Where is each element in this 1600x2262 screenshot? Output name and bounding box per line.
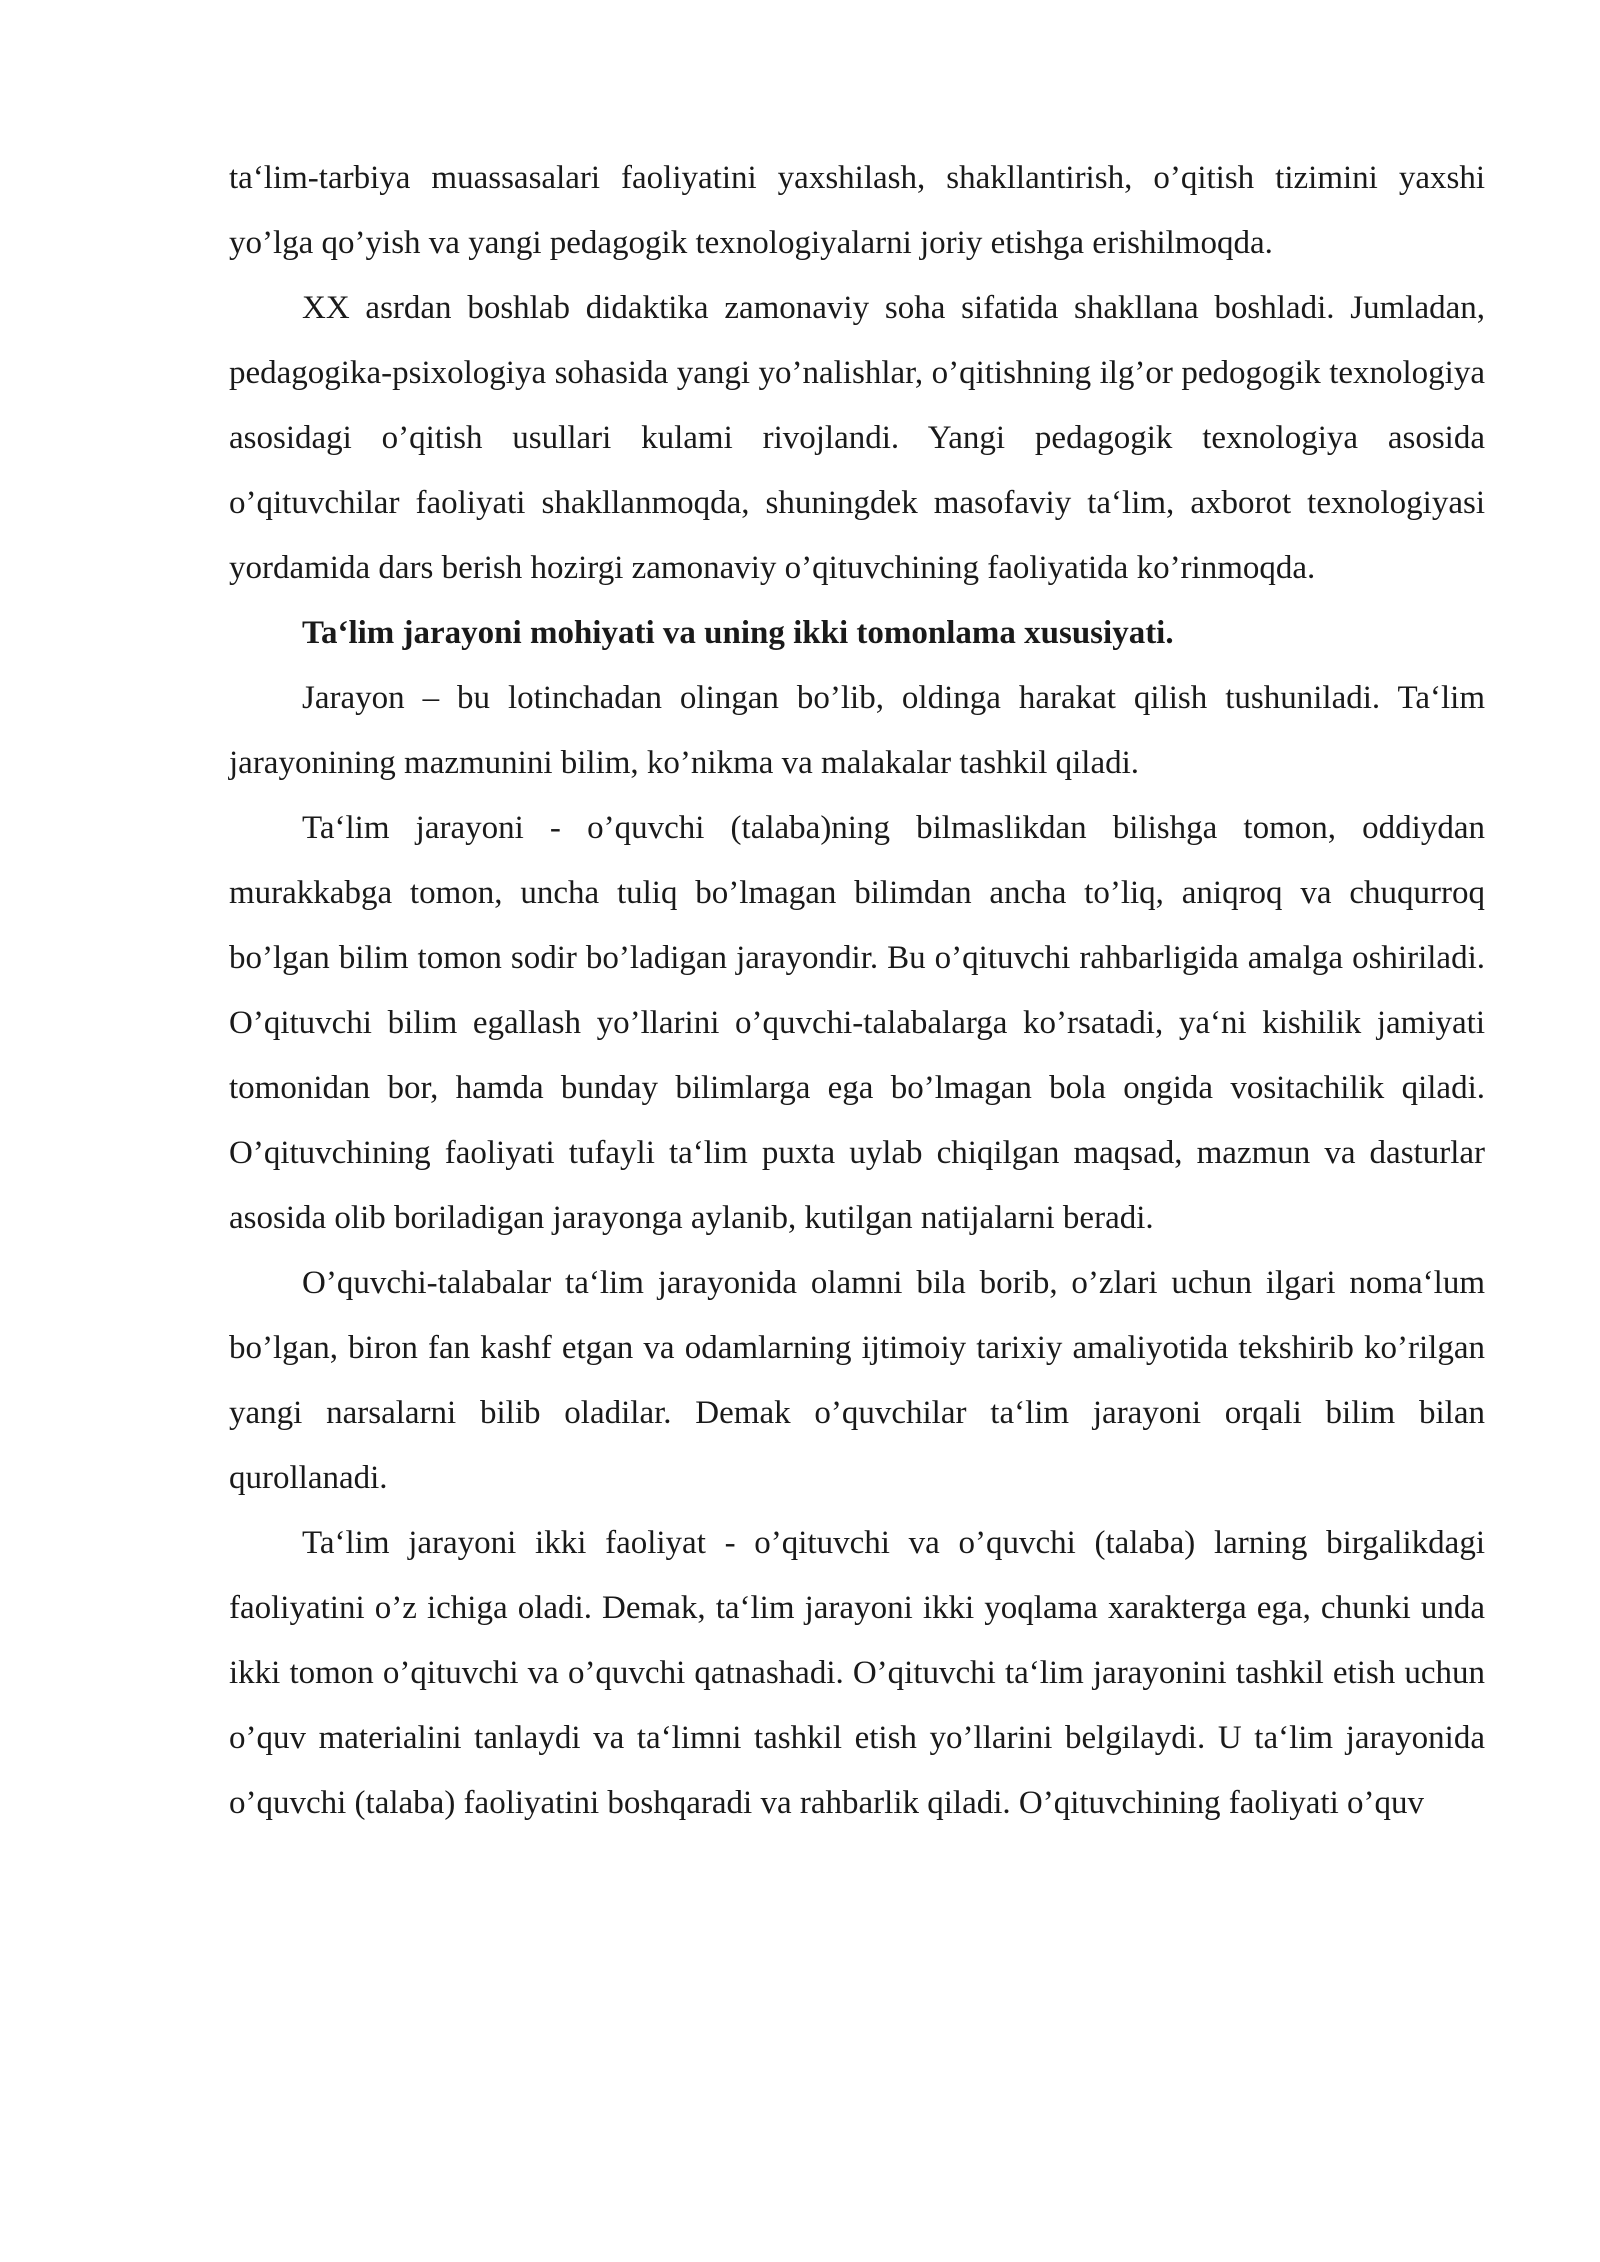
document-page	[229, 146, 1485, 1836]
paragraph-didaktika: XX asrdan boshlab didaktika zamonaviy soha sifatida shakllana boshladi. Jumladan, pedagogika-psixologiya sohasida yangi yo’nalishlar, o’qitishning ilg’or pedogogik texnologiya asosidagi o’qitish usullari kulami rivojlandi. Yangi pedagogik texnologiya asosida o’qituvchilar faoliyati shakllanmoqda, shuningdek masofaviy ta‘lim, axborot texnologiyasi yordamida dars berish hozirgi zamonaviy o’qituvchining faoliyatida ko’rinmoqda.	[229, 290, 1485, 586]
paragraph-jarayon: Jarayon – bu lotinchadan olingan bo’lib, oldinga harakat qilish tushuniladi. Ta‘lim jarayonining mazmunini bilim, ko’nikma va malakalar tashkil qiladi.	[229, 680, 1485, 781]
paragraph-continuation: ta‘lim-tarbiya muassasalari faoliyatini yaxshilash, shakllantirish, o’qitish tizimini yaxshi yo’lga qo’yish va yangi pedagogik texnologiyalarni joriy etishga erishilmoqda.	[229, 160, 1485, 261]
paragraph-ikki-faoliyat: Ta‘lim jarayoni ikki faoliyat - o’qituvchi va o’quvchi (talaba) larning birgalikdagi faoliyatini o’z ichiga oladi. Demak, ta‘lim jarayoni ikki yoqlama xarakterga ega, chunki unda ikki tomon o’qituvchi va o’quvchi qatnashadi. O’qituvchi ta‘lim jarayonini tashkil etish uchun o’quv materialini tanlaydi va ta‘limni tashkil etish yo’llarini belgilaydi. U ta‘lim jarayonida o’quvchi (talaba) faoliyatini boshqaradi va rahbarlik qiladi. O’qituvchining faoliyati o’quv	[229, 1525, 1485, 1821]
section-heading: Ta‘lim jarayoni mohiyati va uning ikki tomonlama xususiyati.	[302, 615, 1174, 651]
paragraph-talim-jarayoni: Ta‘lim jarayoni - o’quvchi (talaba)ning bilmaslikdan bilishga tomon, oddiydan murakkabga tomon, uncha tuliq bo’lmagan bilimdan ancha to’liq, aniqroq va chuqurroq bo’lgan bilim tomon sodir bo’ladigan jarayondir. Bu o’qituvchi rahbarligida amalga oshiriladi. O’qituvchi bilim egallash yo’llarini o’quvchi-talabalarga ko’rsatadi, ya‘ni kishilik jamiyati tomonidan bor, hamda bunday bilimlarga ega bo’lmagan bola ongida vositachilik qiladi. O’qituvchining faoliyati tufayli ta‘lim puxta uylab chiqilgan maqsad, mazmun va dasturlar asosida olib boriladigan jarayonga aylanib, kutilgan natijalarni beradi.	[229, 810, 1485, 1236]
paragraph-oquvchi-talabalar: O’quvchi-talabalar ta‘lim jarayonida olamni bila borib, o’zlari uchun ilgari noma‘lum bo’lgan, biron fan kashf etgan va odamlarning ijtimoiy tarixiy amaliyotida tekshirib ko’rilgan yangi narsalarni bilib oladilar. Demak o’quvchilar ta‘lim jarayoni orqali bilim bilan qurollanadi.	[229, 1265, 1485, 1496]
